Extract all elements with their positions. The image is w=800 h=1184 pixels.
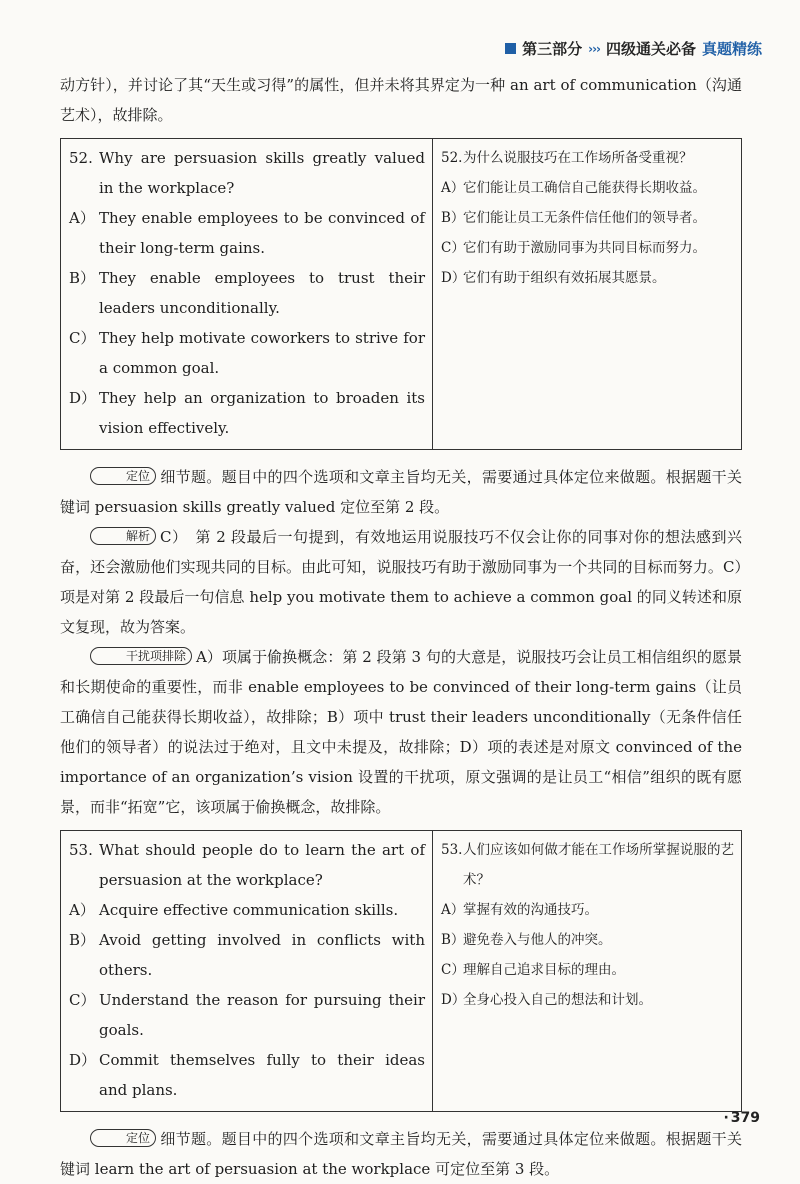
cn-option-b — [441, 203, 734, 233]
question-53-cn-text: 人们应该如何做才能在工作场所掌握说服的艺术？ — [463, 842, 734, 888]
option-label: A） — [441, 180, 465, 196]
option-b — [69, 925, 425, 985]
header-section: 第三部分 — [522, 40, 583, 58]
option-text: 掌握有效的沟通技巧。 — [463, 902, 598, 918]
option-label: A） — [69, 209, 95, 227]
option-text: 它们能让员工确信自己能获得长期收益。 — [463, 180, 706, 196]
option-text: 它们能让员工无条件信任他们的领导者。 — [463, 210, 706, 226]
question-52-english — [61, 139, 433, 450]
question-52-cn-number: 52. — [441, 150, 463, 166]
question-53-stem — [69, 835, 425, 895]
option-text: 它们有助于组织有效拓展其愿景。 — [463, 270, 666, 286]
option-text: 避免卷入与他人的冲突。 — [463, 932, 612, 948]
option-label: B） — [69, 269, 96, 287]
cn-option-d — [441, 263, 734, 293]
option-text: Understand the reason for pursuing their goals. — [99, 991, 425, 1039]
option-b — [69, 263, 425, 323]
option-text: 理解自己追求目标的理由。 — [463, 962, 625, 978]
question-53-chinese — [433, 831, 742, 1112]
option-label: C） — [441, 962, 465, 978]
option-label: B） — [441, 932, 465, 948]
option-label: D） — [441, 992, 466, 1008]
header-arrows-icon: ››› — [588, 41, 600, 56]
header-title: 四级通关必备 — [605, 40, 696, 58]
page-content — [60, 70, 742, 1184]
analysis-tag: 解析 — [90, 527, 156, 545]
header-title-accent: 真题精练 — [701, 40, 762, 58]
locate-tag: 定位 — [90, 1129, 156, 1147]
option-label: C） — [69, 329, 96, 347]
option-c — [69, 985, 425, 1045]
question-52-table — [60, 138, 742, 450]
cn-option-b — [441, 925, 734, 955]
q52-locate-paragraph — [60, 462, 742, 522]
q53-locate-paragraph — [60, 1124, 742, 1184]
distractor-text: A）项属于偷换概念：第 2 段第 3 句的大意是，说服技巧会让员工相信组织的愿景和长期使命的重要性，而非 enable employees to be convinced of their long-term gains（让员工确信自己能获得长期收益），故排除；B）项中 trust their leaders unconditionally（无条件信任他们的领导者）的说法过于绝对，且文中未提及，故排除；D）项的表述是对原文 convinced of the importance of an organization’s vision 设置的干扰项，原文强调的是让员工“相信”组织的既有愿景，而非“拓宽”它，该项属于偷换概念，故排除。 — [60, 648, 742, 816]
option-label: D） — [69, 389, 97, 407]
locate-text: 细节题。题目中的四个选项和文章主旨均无关，需要通过具体定位来做题。根据题干关键词 learn the art of persuasion at the workplace 可定位至第 3 段。 — [60, 1130, 742, 1178]
option-c — [69, 323, 425, 383]
cn-option-c — [441, 955, 734, 985]
locate-tag: 定位 — [90, 467, 156, 485]
option-text: Avoid getting involved in conflicts with others. — [99, 931, 425, 979]
cn-option-a — [441, 895, 734, 925]
analysis-text: C） 第 2 段最后一句提到，有效地运用说服技巧不仅会让你的同事对你的想法感到兴奋，还会激励他们实现共同的目标。由此可知，说服技巧有助于激励同事为一个共同的目标而努力。C）项是对第 2 段最后一句信息 help you motivate them to achieve a common goal 的同义转述和原文复现，故为答案。 — [60, 528, 742, 636]
cn-option-d — [441, 985, 734, 1015]
option-text: They help an organization to broaden its vision effectively. — [99, 389, 425, 437]
question-52-text: Why are persuasion skills greatly valued in the workplace? — [99, 149, 425, 197]
cn-option-a — [441, 173, 734, 203]
option-label: D） — [441, 270, 466, 286]
question-53-table — [60, 830, 742, 1112]
header-square-icon — [505, 43, 516, 54]
option-text: Acquire effective communication skills. — [99, 901, 399, 919]
option-text: Commit themselves fully to their ideas and plans. — [99, 1051, 425, 1099]
cn-option-c — [441, 233, 734, 263]
page-number: · 379 — [723, 1110, 760, 1126]
running-header — [505, 38, 762, 59]
option-label: A） — [441, 902, 465, 918]
intro-paragraph: 动方针），并讨论了其“天生或习得”的属性，但并未将其界定为一种 an art of communication（沟通艺术），故排除。 — [60, 76, 742, 124]
locate-text: 细节题。题目中的四个选项和文章主旨均无关，需要通过具体定位来做题。根据题干关键词 persuasion skills greatly valued 定位至第 2 段。 — [60, 468, 742, 516]
question-52-number: 52. — [69, 149, 93, 167]
question-52-chinese — [433, 139, 742, 450]
option-text: 它们有助于激励同事为共同目标而努力。 — [463, 240, 706, 256]
option-d — [69, 383, 425, 443]
option-text: They enable employees to be convinced of their long-term gains. — [99, 209, 425, 257]
option-label: C） — [69, 991, 96, 1009]
question-53-text: What should people do to learn the art of persuasion at the workplace? — [99, 841, 425, 889]
question-52-stem — [69, 143, 425, 203]
question-52-cn-stem — [441, 143, 734, 173]
option-label: C） — [441, 240, 465, 256]
q52-analysis-paragraph — [60, 522, 742, 642]
option-text: They enable employees to trust their leaders unconditionally. — [99, 269, 425, 317]
question-53-cn-stem — [441, 835, 734, 895]
distractor-tag: 干扰项排除 — [90, 647, 192, 665]
option-label: A） — [69, 901, 95, 919]
option-a — [69, 895, 425, 925]
question-53-number: 53. — [69, 841, 93, 859]
q52-distractor-paragraph — [60, 642, 742, 822]
option-text: They help motivate coworkers to strive for a common goal. — [99, 329, 425, 377]
question-53-cn-number: 53. — [441, 842, 463, 858]
option-text: 全身心投入自己的想法和计划。 — [463, 992, 652, 1008]
option-label: B） — [441, 210, 465, 226]
question-52-cn-text: 为什么说服技巧在工作场所备受重视？ — [463, 150, 693, 166]
option-label: D） — [69, 1051, 97, 1069]
option-label: B） — [69, 931, 96, 949]
option-a — [69, 203, 425, 263]
question-53-english — [61, 831, 433, 1112]
option-d — [69, 1045, 425, 1105]
